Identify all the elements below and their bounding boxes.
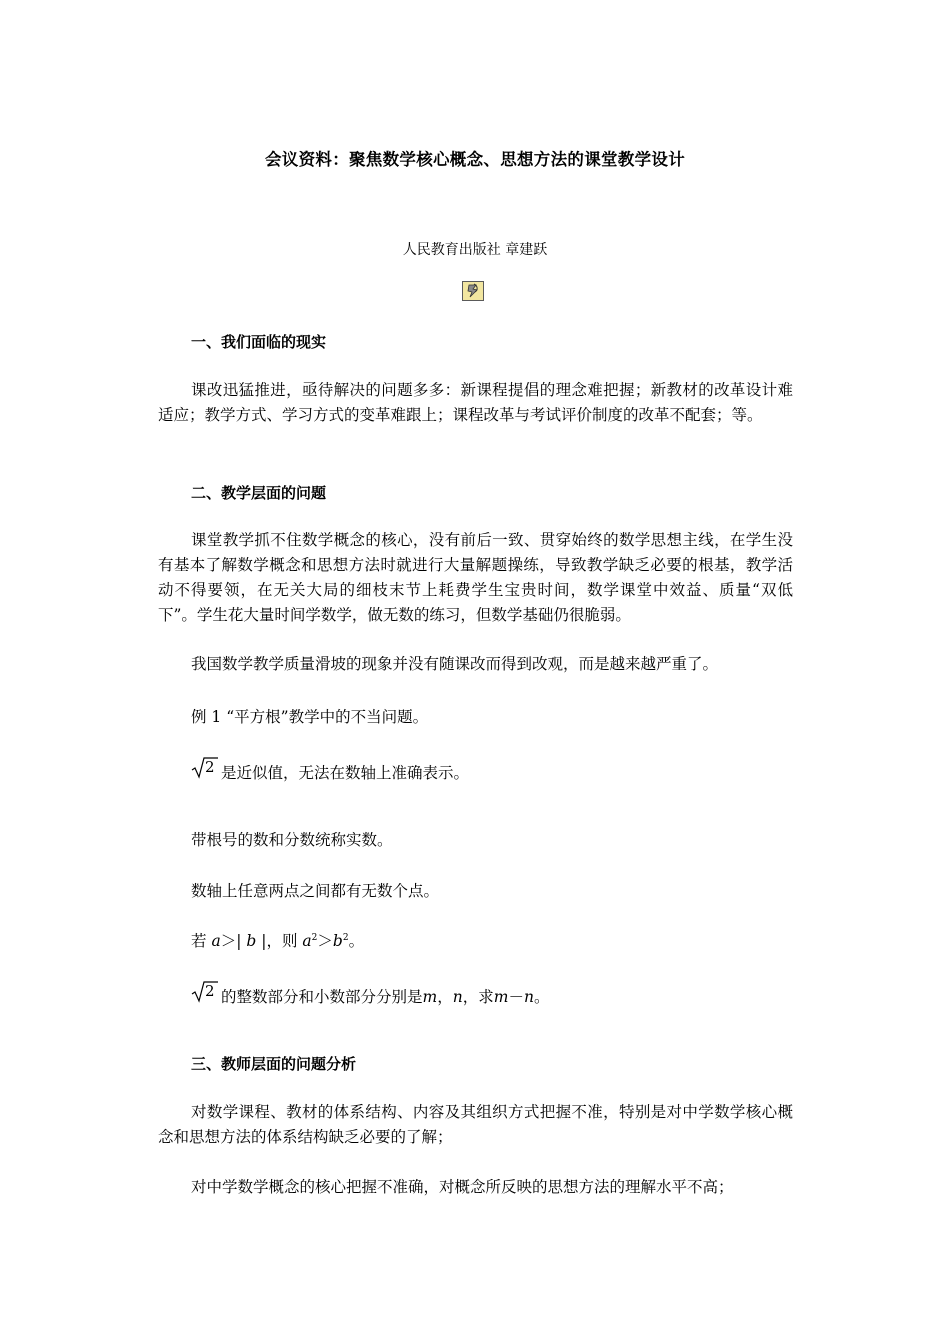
- minus-sign: －: [508, 988, 524, 1006]
- sqrt-radicand: 2: [205, 758, 215, 776]
- document-title: 会议资料：聚焦数学核心概念、思想方法的课堂教学设计: [265, 150, 685, 169]
- example-title: 例 1 “平方根”教学中的不当问题。: [191, 708, 429, 726]
- author-line: 人民教育出版社 章建跃: [402, 242, 548, 258]
- inequality-prefix: 若: [191, 932, 207, 950]
- abs-b: | b |: [236, 932, 267, 950]
- example-item-real-numbers: 带根号的数和分数统称实数。: [191, 831, 393, 849]
- var-n: n: [452, 988, 463, 1006]
- period: 。: [533, 988, 550, 1006]
- integer-part-text: 的整数部分和小数部分分别是: [221, 988, 423, 1006]
- sqrt-two-symbol-2: [191, 980, 219, 1004]
- sqrt-two-symbol: [191, 756, 219, 780]
- exponent-a: 2: [311, 933, 318, 943]
- example-item-inequality: [191, 929, 364, 951]
- section-1-paragraph: 课改迅猛推进，亟待解决的问题多多：新课程提倡的理念难把握；新教材的改革设计难适应；教学方式、学习方式的变革难跟上；课程改革与考试评价制度的改革不配套；等。: [158, 381, 793, 424]
- inequality-end: 。: [348, 932, 365, 950]
- sqrt-radicand-2: 2: [205, 982, 215, 1000]
- example-item-number-line: 数轴上任意两点之间都有无数个点。: [191, 882, 440, 900]
- section-heading-2: 二、教学层面的问题: [191, 484, 327, 502]
- var-n-2: n: [523, 988, 534, 1006]
- var-m: m: [422, 988, 438, 1006]
- example-item-integer-part: [191, 980, 549, 1007]
- greater-than-sign-2: ＞: [317, 932, 333, 950]
- var-b-squared: b: [332, 932, 343, 950]
- section-heading-1: 一、我们面临的现实: [191, 333, 327, 351]
- greater-than-sign: ＞: [220, 932, 237, 950]
- example-item-sqrt-approx: [191, 756, 469, 783]
- find-text: ，求: [462, 988, 494, 1006]
- document-logo-icon: [462, 281, 484, 301]
- var-a: a: [211, 932, 221, 950]
- inequality-then: ，则: [266, 932, 298, 950]
- var-a-squared: a: [302, 932, 312, 950]
- var-m-2: m: [493, 988, 509, 1006]
- exponent-b: 2: [342, 933, 349, 943]
- section-3-paragraph-2: 对中学数学概念的核心把握不准确，对概念所反映的思想方法的理解水平不高；: [191, 1178, 734, 1196]
- section-3-paragraph-1: 对数学课程、教材的体系结构、内容及其组织方式把握不准，特别是对中学数学核心概念和思想方法的体系结构缺乏必要的了解；: [158, 1103, 793, 1146]
- section-2-paragraph-1: 课堂教学抓不住数学概念的核心，没有前后一致、贯穿始终的数学思想主线，在学生没有基本了解数学概念和思想方法时就进行大量解题操练，导致教学缺乏必要的根基，教学活动不得要领，在无关大局的细枝末节上耗费学生宝贵时间，数学课堂中效益、质量“双低下”。学生花大量时间学数学，做无数的练习，但数学基础仍很脆弱。: [158, 531, 793, 624]
- section-heading-3: 三、教师层面的问题分析: [191, 1055, 357, 1073]
- section-2-paragraph-2: 我国数学教学质量滑坡的现象并没有随课改而得到改观，而是越来越严重了。: [191, 655, 719, 673]
- comma: ，: [437, 988, 453, 1006]
- sqrt-approx-text: 是近似值，无法在数轴上准确表示。: [221, 764, 470, 782]
